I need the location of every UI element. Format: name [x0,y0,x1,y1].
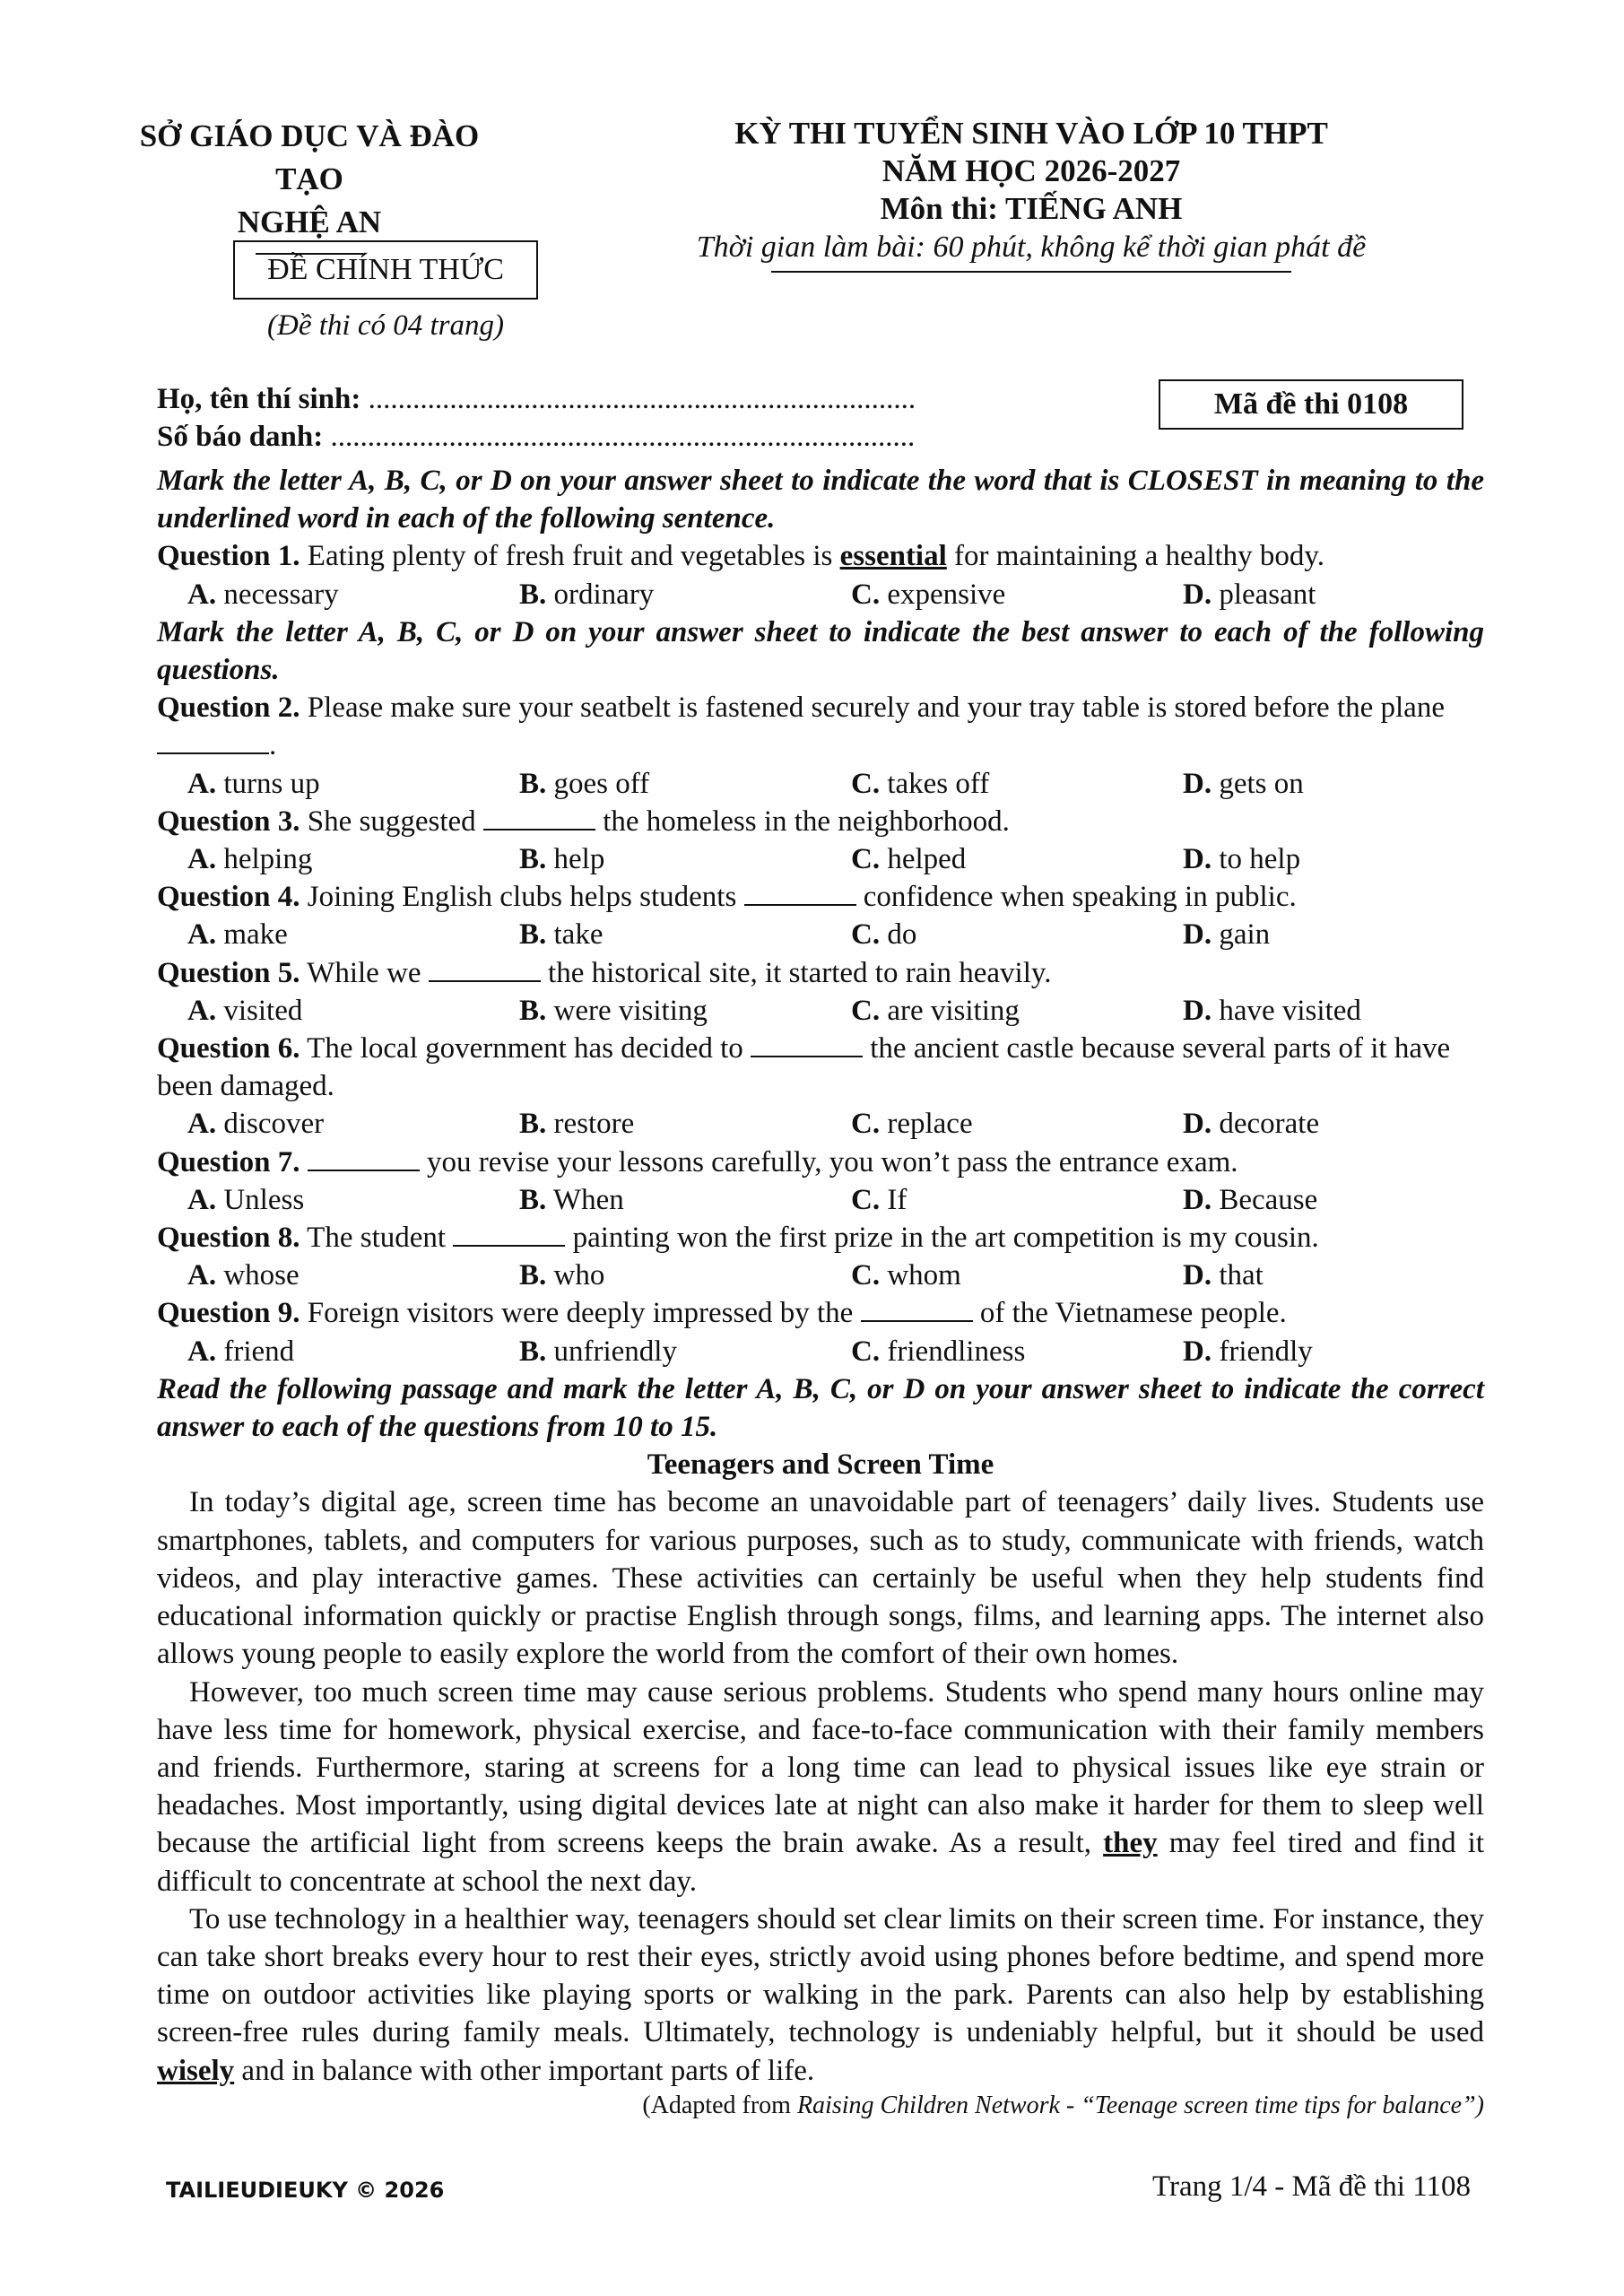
question-2: Question 2. Please make sure your seatbelt is fastened securely and your tray table is stored before the plane . [157,691,1445,762]
option-a[interactable]: A. discover [187,1108,325,1141]
passage-title: Teenagers and Screen Time [647,1448,994,1482]
answer-blank [453,1222,565,1247]
question-label: Question 6. [157,1032,300,1065]
option-a[interactable]: A. Unless [187,1183,305,1216]
candidate-id-line [157,421,915,454]
question-1: Question 1. Eating plenty of fresh fruit and vegetables is essential for maintaining a healthy body. [157,540,1325,573]
department-header [126,115,493,255]
answer-blank [861,1297,973,1322]
question-label: Question 2. [157,691,300,725]
option-b[interactable]: B. ordinary [519,578,655,611]
official-exam-box: ĐỀ CHÍNH THỨC [233,240,538,300]
answer-blank [157,729,269,754]
option-b[interactable]: B. goes off [519,767,650,800]
option-a[interactable]: A. helping [187,843,313,876]
candidate-id-field: ............................................................................... [323,421,916,453]
option-d[interactable]: D. decorate [1183,1108,1320,1141]
option-c[interactable]: C. are visiting [851,994,1020,1027]
question-label: Question 5. [157,956,300,989]
underlined-word: essential [839,540,947,573]
option-b[interactable]: B. were visiting [519,994,708,1027]
question-5: Question 5. While we the historical site, it started to rain heavily. [157,956,1052,989]
answer-blank [751,1032,863,1057]
school-year: NĂM HỌC 2026-2027 [881,153,1181,188]
question-label: Question 9. [157,1297,300,1330]
question-9-options [157,1333,1484,1370]
candidate-name-label: Họ, tên thí sinh: [157,383,361,415]
province-name: NGHỆ AN [237,204,382,239]
question-8-options [157,1257,1484,1294]
question-9: Question 9. Foreign visitors were deeply impressed by the of the Vietnamese people. [157,1297,1287,1330]
option-a[interactable]: A. necessary [187,578,339,611]
option-c[interactable]: C. helped [851,843,967,876]
option-d[interactable]: D. Because [1183,1183,1318,1216]
exam-header [628,115,1435,273]
option-c[interactable]: C. If [851,1183,908,1216]
passage-paragraph-2: However, too much screen time may cause serious problems. Students who spend many hours online may have less time for homework, physical exercise, and face-to-face communication with their family members and friends. Furthermore, staring at screens for a long time can lead to physical issues like eye strain or headaches. Most importantly, using digital devices late at night can also make it harder for them to sleep well because the artificial light from screens keeps the brain awake. As a result, they may feel tired and find it difficult to concentrate at school the next day. [157,1675,1484,1898]
answer-blank [429,957,541,982]
option-b[interactable]: B. When [519,1183,624,1216]
footer-page-number: Trang 1/4 - Mã đề thi 1108 [1151,2170,1471,2203]
exam-code-box: Mã đề thi 0108 [1159,379,1463,430]
passage-source: (Adapted from Raising Children Network - “Teenage screen time tips for balance”) [642,2091,1484,2119]
answer-blank [744,881,856,906]
option-d[interactable]: D. friendly [1183,1335,1313,1368]
candidate-id-label: Số báo danh: [157,421,324,453]
question-2-options [157,765,1484,803]
option-b[interactable]: B. help [519,843,605,876]
option-c[interactable]: C. takes off [851,767,990,800]
option-a[interactable]: A. turns up [187,767,320,800]
duration-divider [771,271,1291,273]
question-5-options [157,992,1484,1030]
option-c[interactable]: C. friendliness [851,1335,1026,1368]
underlined-word: they [1103,1827,1158,1860]
question-3: Question 3. She suggested the homeless in the neighborhood. [157,804,1010,838]
question-label: Question 1. [157,540,300,573]
option-d[interactable]: D. gets on [1183,767,1304,800]
question-6: Question 6. The local government has decided to the ancient castle because several parts of it have been damaged. [157,1032,1451,1103]
option-a[interactable]: A. friend [187,1335,295,1368]
option-d[interactable]: D. pleasant [1183,578,1316,611]
underlined-word: wisely [157,2054,235,2087]
candidate-name-line [157,383,916,416]
question-label: Question 8. [157,1222,300,1255]
section1-instruction: Mark the letter A, B, C, or D on your answer sheet to indicate the word that is CLOSEST in meaning to the underlined word in each of the following sentence. [157,465,1484,535]
question-label: Question 3. [157,804,300,838]
option-b[interactable]: B. restore [519,1108,635,1141]
answer-blank [308,1146,420,1171]
option-d[interactable]: D. have visited [1183,994,1361,1027]
question-7: Question 7. you revise your lessons carefully, you won’t pass the entrance exam. [157,1145,1238,1178]
option-c[interactable]: C. whom [851,1259,961,1292]
section2-instruction: Mark the letter A, B, C, or D on your answer sheet to indicate the best answer to each of the following questions. [157,615,1484,687]
option-d[interactable]: D. gain [1183,918,1271,952]
footer-brand: TAILIEUDIEUKY © 2026 [166,2178,445,2203]
option-a[interactable]: A. visited [187,994,303,1027]
exam-subject: Môn thi: TIẾNG ANH [880,191,1183,226]
candidate-name-field: .......................................................................... [360,383,916,415]
question-6-options [157,1105,1484,1143]
department-name: SỞ GIÁO DỤC VÀ ĐÀO TẠO [139,118,480,196]
question-1-options [157,576,1484,613]
option-a[interactable]: A. whose [187,1259,300,1292]
passage-paragraph-1: In today’s digital age, screen time has become an unavoidable part of teenagers’ daily lives. Students use smartphones, tablets, and computers for various purposes, such as to study, communicate with friends, watch videos, and play interactive games. These activities can certainly be useful when they help students find educational information quickly or practise English through songs, films, and learning apps. The internet also allows young people to easily explore the world from the comfort of their own homes. [157,1486,1484,1671]
passage-paragraph-3: To use technology in a healthier way, teenagers should set clear limits on their screen time. For instance, they can take short breaks every hour to rest their eyes, strictly avoid using phones before bedtime, and spend more time on outdoor activities like playing sports or walking in the park. Parents can also help by establishing screen-free rules during family meals. Ultimately, technology is undeniably helpful, but it should be used wisely and in balance with other important parts of life. [157,1902,1484,2087]
question-7-options [157,1181,1484,1219]
question-8: Question 8. The student painting won the first prize in the art competition is my cousin. [157,1222,1319,1255]
option-c[interactable]: C. replace [851,1108,973,1141]
question-4: Question 4. Joining English clubs helps students confidence when speaking in public. [157,881,1297,914]
option-a[interactable]: A. make [187,918,288,952]
option-c[interactable]: C. expensive [851,578,1006,611]
option-b[interactable]: B. who [519,1259,605,1292]
exam-title: KỲ THI TUYỂN SINH VÀO LỚP 10 THPT [734,116,1328,151]
question-3-options [157,840,1484,878]
option-d[interactable]: D. that [1183,1259,1264,1292]
question-label: Question 7. [157,1145,300,1178]
answer-blank [483,805,595,831]
section3-instruction: Read the following passage and mark the letter A, B, C, or D on your answer sheet to indicate the correct answer to each of the questions from 10 to 15. [157,1372,1484,1444]
exam-duration: Thời gian làm bài: 60 phút, không kể thời gian phát đề [696,230,1367,264]
exam-content [157,462,1484,2122]
option-d[interactable]: D. to help [1183,843,1301,876]
page-count-note: (Đề thi có 04 trang) [267,309,504,342]
option-c[interactable]: C. do [851,918,917,952]
option-b[interactable]: B. take [519,918,604,952]
option-b[interactable]: B. unfriendly [519,1335,677,1368]
question-4-options [157,916,1484,953]
question-label: Question 4. [157,881,300,914]
